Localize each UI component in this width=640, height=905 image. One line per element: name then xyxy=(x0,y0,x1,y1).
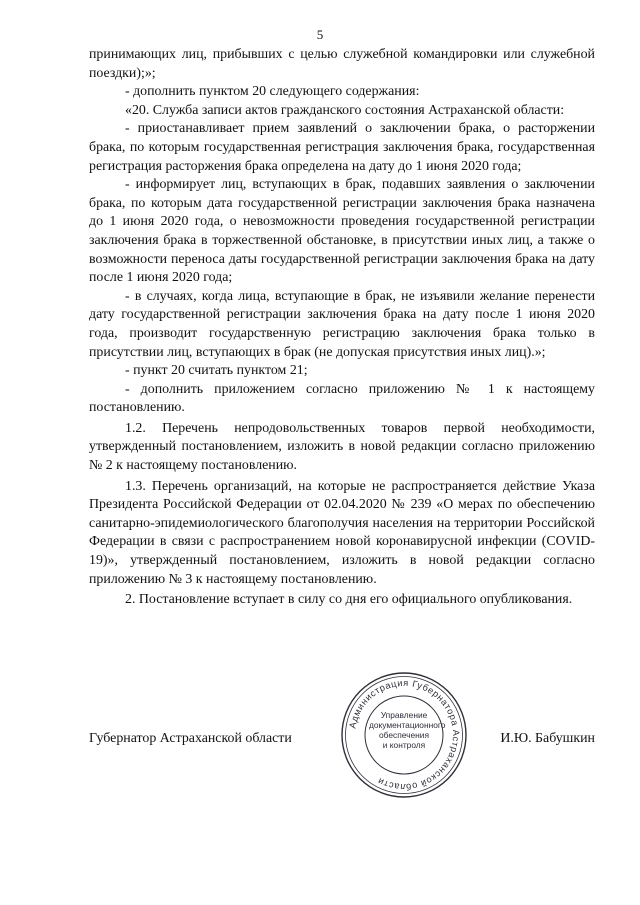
paragraph: принимающих лиц, прибывших с целью служебной командировки или служебной поездки);»; xyxy=(89,47,595,81)
paragraph: - приостанавливает прием заявлений о заключении брака, о расторжении брака, по которым государственная регистрация заключения брака, государственная регистрация расторжения брака определена на дату до 1 июня 2020 года; xyxy=(89,121,595,174)
stamp-line: обеспечения xyxy=(379,730,429,740)
paragraph: «20. Служба записи актов гражданского состояния Астраханской области: xyxy=(125,102,565,118)
paragraph: - дополнить приложением согласно приложению № 1 к настоящему постановлению. xyxy=(89,381,595,416)
page-number: 5 xyxy=(316,27,324,42)
paragraph: - пункт 20 считать пунктом 21; xyxy=(125,363,308,379)
paragraph: 1.3. Перечень организаций, на которые не распространяется действие Указа Президента Российской Федерации от 02.04.2020 № 239 «О мерах по обеспечению санитарно-эпидемиологического благополучия населения на территории Российской Федерации в связи с распространением новой коронавирусной инфекции (COVID-19)», утвержденный постановлением, изложить в новой редакции согласно приложению № 3 к настоящему постановлению. xyxy=(89,478,595,587)
signer-name: И.Ю. Бабушкин xyxy=(500,731,595,746)
signer-title: Губернатор Астраханской области xyxy=(89,731,292,746)
stamp-line: документационного xyxy=(369,720,446,730)
paragraph: 2. Постановление вступает в силу со дня его официального опубликования. xyxy=(125,592,573,608)
stamp-line: Управление xyxy=(380,710,428,720)
stamp-inner-text xyxy=(369,710,446,750)
stamp-line: и контроля xyxy=(382,740,426,750)
document-body xyxy=(89,46,595,610)
paragraph: - в случаях, когда лица, вступающие в брак, не изъявили желание перенести дату государственной регистрации заключения брака на дату после 1 июня 2020 года, производит государственную регистрацию заключения брака только в присутствии лиц, вступающих в брак (не допуская присутствия иных лиц).»; xyxy=(89,288,595,360)
paragraph: 1.2. Перечень непродовольственных товаров первой необходимости, утвержденный постановлением, изложить в новой редакции согласно приложению № 2 к настоящему постановлению. xyxy=(89,420,595,474)
stamp-ring-textpath: Администрация Губернатора Астраханской области xyxy=(347,677,462,793)
paragraph: - дополнить пунктом 20 следующего содержания: xyxy=(125,84,420,100)
paragraph: - информирует лиц, вступающих в брак, подавших заявления о заключении брака, по которым дата государственной регистрации заключения брака назначена до 1 июня 2020 года, о невозможности проведения государственной регистрации заключения брака в торжественной обстановке, в присутствии иных лиц, а также о возможности переноса даты государственной регистрации заключения брака на дату после 1 июня 2020 года; xyxy=(89,177,595,286)
official-stamp xyxy=(339,670,469,800)
